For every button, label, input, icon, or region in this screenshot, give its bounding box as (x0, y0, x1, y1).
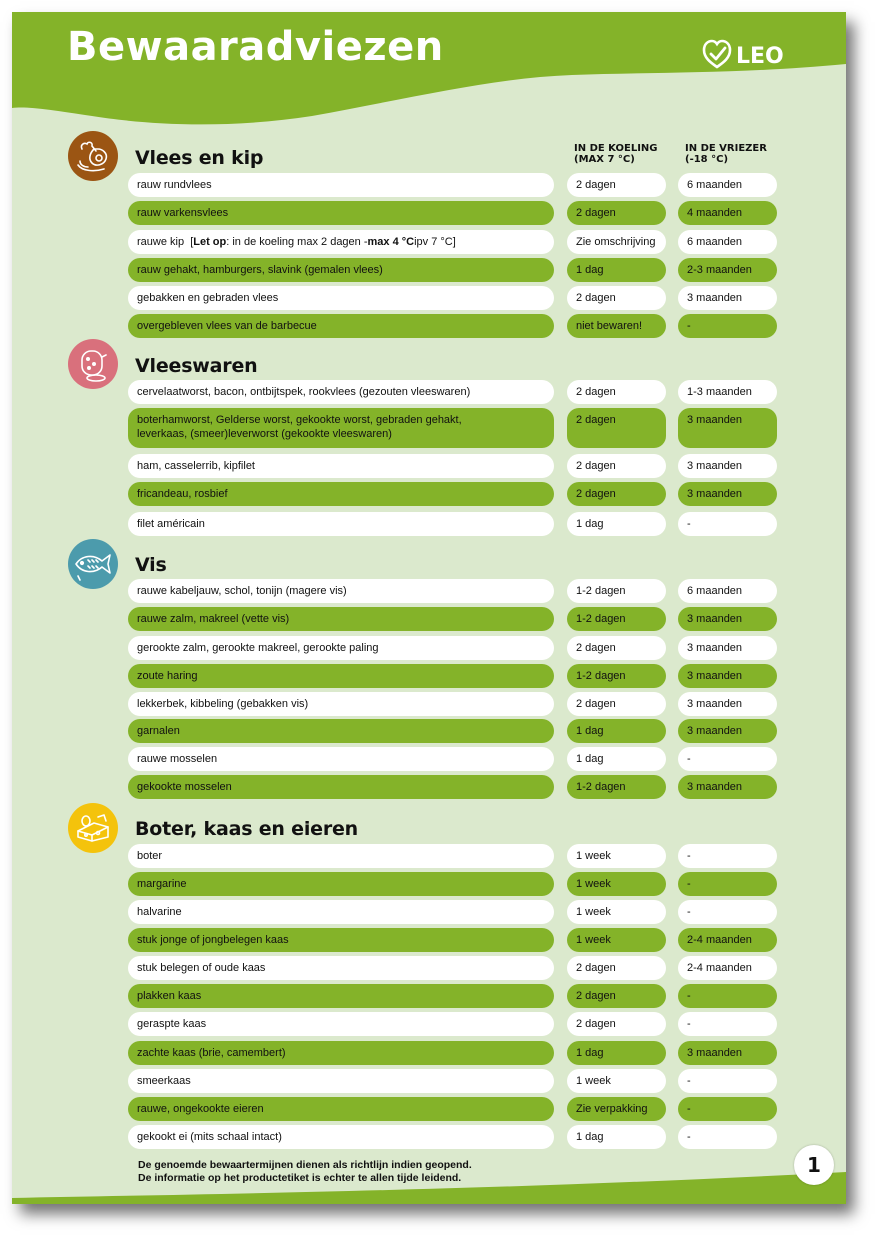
fridge-value: 1-2 dagen (567, 775, 666, 799)
product-name: gekookt ei (mits schaal intact) (128, 1125, 554, 1149)
product-name: overgebleven vlees van de barbecue (128, 314, 554, 338)
freezer-value: 3 maanden (678, 775, 777, 799)
freezer-value: - (678, 1125, 777, 1149)
product-name: rauw gehakt, hamburgers, slavink (gemalen vlees) (128, 258, 554, 282)
product-name: gekookte mosselen (128, 775, 554, 799)
product-name: lekkerbek, kibbeling (gebakken vis) (128, 692, 554, 716)
heart-check-icon (702, 38, 732, 74)
note-suffix: ipv 7 °C (414, 236, 453, 248)
freezer-value: - (678, 1069, 777, 1093)
product-name: zachte kaas (brie, camembert) (128, 1041, 554, 1065)
product-name-line1: boterhamworst, Gelderse worst, gekookte worst, gebraden gehakt, (137, 414, 462, 426)
product-name: plakken kaas (128, 984, 554, 1008)
freezer-value: - (678, 844, 777, 868)
fridge-value: Zie omschrijving (567, 230, 666, 254)
fridge-value: 1 dag (567, 258, 666, 282)
freezer-value: 3 maanden (678, 692, 777, 716)
product-name: rauwe kabeljauw, schol, tonijn (magere vis) (128, 579, 554, 603)
product-name: ham, casselerrib, kipfilet (128, 454, 554, 478)
freezer-value: 6 maanden (678, 173, 777, 197)
product-name: rauwe mosselen (128, 747, 554, 771)
fridge-value: 2 dagen (567, 636, 666, 660)
freezer-value: - (678, 984, 777, 1008)
footnote-line2: De informatie op het productetiket is echter te allen tijde leidend. (138, 1172, 462, 1184)
product-name: rauw varkensvlees (128, 201, 554, 225)
freezer-value: - (678, 747, 777, 771)
fridge-value: 2 dagen (567, 1012, 666, 1036)
freezer-value: 3 maanden (678, 719, 777, 743)
fridge-value: 2 dagen (567, 984, 666, 1008)
note-prefix: Let op (193, 236, 227, 248)
fridge-value: 1-2 dagen (567, 579, 666, 603)
page-title: Bewaaradviezen (67, 24, 444, 70)
product-name: filet américain (128, 512, 554, 536)
fridge-value: 2 dagen (567, 380, 666, 404)
product-name: margarine (128, 872, 554, 896)
freezer-value: - (678, 872, 777, 896)
product-name: garnalen (128, 719, 554, 743)
fridge-value: 2 dagen (567, 286, 666, 310)
fridge-value: 1 dag (567, 1125, 666, 1149)
product-name (128, 408, 554, 448)
fridge-value: 2 dagen (567, 482, 666, 506)
freezer-value: - (678, 512, 777, 536)
product-name-text: rauwe kip (137, 236, 185, 248)
footer-band (12, 1164, 846, 1204)
fridge-value: 1-2 dagen (567, 607, 666, 631)
product-name-line2: leverkaas, (smeer)leverworst (gekookte vleeswaren) (137, 428, 392, 440)
column-header-freezer-line1: IN DE VRIEZER (685, 143, 767, 154)
freezer-value: - (678, 1012, 777, 1036)
fridge-value: 1 dag (567, 747, 666, 771)
product-name: rauw rundvlees (128, 173, 554, 197)
fridge-value: 2 dagen (567, 408, 666, 448)
fridge-value: 1 dag (567, 1041, 666, 1065)
section-title: Vleeswaren (135, 355, 258, 377)
fridge-value: 2 dagen (567, 454, 666, 478)
section-title: Boter, kaas en eieren (135, 818, 359, 840)
product-name: rauwe zalm, makreel (vette vis) (128, 607, 554, 631)
leo-logo (702, 38, 784, 74)
fridge-value: 1 dag (567, 719, 666, 743)
freezer-value: 3 maanden (678, 607, 777, 631)
fridge-value: 2 dagen (567, 692, 666, 716)
fridge-value: 2 dagen (567, 956, 666, 980)
product-name: halvarine (128, 900, 554, 924)
fridge-value: 1 week (567, 928, 666, 952)
fridge-value: 1-2 dagen (567, 664, 666, 688)
note-middle: : in de koeling max 2 dagen - (226, 236, 368, 248)
product-name: boter (128, 844, 554, 868)
column-header-fridge (574, 143, 658, 165)
freezer-value: 3 maanden (678, 1041, 777, 1065)
product-name: stuk jonge of jongbelegen kaas (128, 928, 554, 952)
freezer-value: 3 maanden (678, 636, 777, 660)
fridge-value: 2 dagen (567, 201, 666, 225)
freezer-value: 2-3 maanden (678, 258, 777, 282)
column-header-fridge-line1: IN DE KOELING (574, 143, 658, 154)
column-header-freezer (685, 143, 767, 165)
sausage-icon (68, 339, 118, 389)
freezer-value: 3 maanden (678, 286, 777, 310)
freezer-value: 3 maanden (678, 664, 777, 688)
logo-text: LEO (736, 43, 784, 69)
product-name: gerookte zalm, gerookte makreel, gerookte paling (128, 636, 554, 660)
freezer-value: 1-3 maanden (678, 380, 777, 404)
fridge-value: 1 week (567, 844, 666, 868)
meat-icon (68, 131, 118, 181)
product-name: gebakken en gebraden vlees (128, 286, 554, 310)
fridge-value: Zie verpakking (567, 1097, 666, 1121)
freezer-value: 6 maanden (678, 579, 777, 603)
freezer-value: - (678, 1097, 777, 1121)
note-bold: max 4 °C (367, 236, 415, 248)
footnote-line1: De genoemde bewaartermijnen dienen als richtlijn indien geopend. (138, 1159, 472, 1171)
product-name: stuk belegen of oude kaas (128, 956, 554, 980)
fridge-value: 1 week (567, 872, 666, 896)
fridge-value: 1 week (567, 1069, 666, 1093)
fridge-value: niet bewaren! (567, 314, 666, 338)
product-name: zoute haring (128, 664, 554, 688)
product-name: geraspte kaas (128, 1012, 554, 1036)
section-title: Vlees en kip (135, 147, 264, 169)
cheese-icon (68, 803, 118, 853)
product-name: cervelaatworst, bacon, ontbijtspek, rookvlees (gezouten vleeswaren) (128, 380, 554, 404)
freezer-value: 6 maanden (678, 230, 777, 254)
column-header-fridge-line2: (MAX 7 °C) (574, 154, 635, 165)
column-header-freezer-line2: (-18 °C) (685, 154, 729, 165)
freezer-value: 3 maanden (678, 454, 777, 478)
freezer-value: 3 maanden (678, 482, 777, 506)
section-title: Vis (135, 554, 167, 576)
document-page (12, 12, 846, 1204)
freezer-value: 4 maanden (678, 201, 777, 225)
freezer-value: 3 maanden (678, 408, 777, 448)
freezer-value: 2-4 maanden (678, 928, 777, 952)
product-name: smeerkaas (128, 1069, 554, 1093)
product-name: rauwe kip [ Let op : in de koeling max 2 dagen - max 4 °C ipv 7 °C ] (128, 230, 554, 254)
product-name: fricandeau, rosbief (128, 482, 554, 506)
fish-icon (68, 539, 118, 589)
fridge-value: 1 week (567, 900, 666, 924)
freezer-value: - (678, 900, 777, 924)
fridge-value: 1 dag (567, 512, 666, 536)
freezer-value: - (678, 314, 777, 338)
product-name: rauwe, ongekookte eieren (128, 1097, 554, 1121)
page-number: 1 (794, 1145, 834, 1185)
fridge-value: 2 dagen (567, 173, 666, 197)
freezer-value: 2-4 maanden (678, 956, 777, 980)
